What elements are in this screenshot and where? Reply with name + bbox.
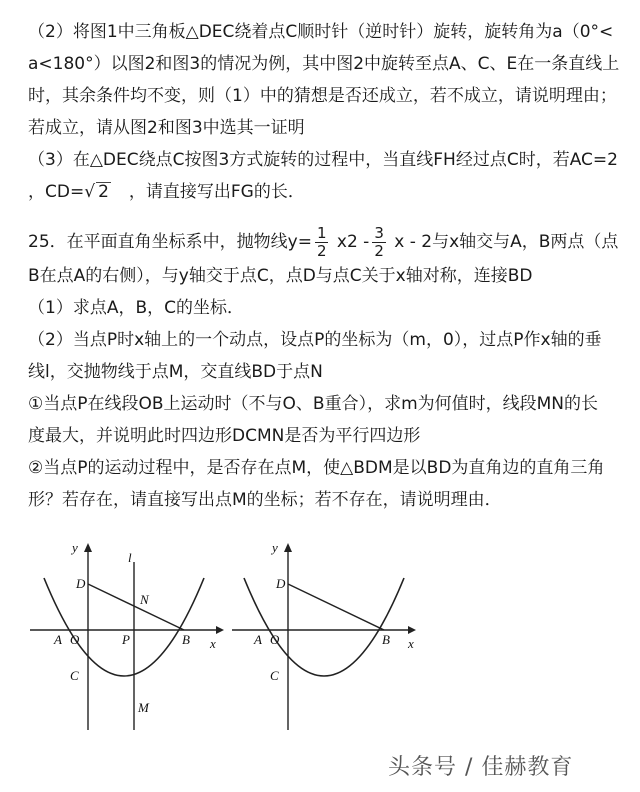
text-line: （2）当点P时x轴上的一个动点，设点P的坐标为（m，0），过点P作x轴的垂 <box>28 330 602 350</box>
label-c: C <box>70 668 79 683</box>
text-line: 若成立，请从图2和图3中选其一证明 <box>28 118 305 138</box>
text-line: 度最大，并说明此时四边形DCMN是否为平行四边形 <box>28 426 421 446</box>
figure-2 <box>232 540 416 730</box>
label-y: y <box>272 540 278 555</box>
text-line: B在点A的右侧），与y轴交于点C，点D与点C关于x轴对称，连接BD <box>28 266 533 286</box>
sqrt-radicand: 2 <box>98 182 109 202</box>
label-l: l <box>128 550 132 565</box>
label-b: B <box>182 632 190 647</box>
label-n: N <box>140 592 149 607</box>
parabola-curve <box>44 578 204 676</box>
line-bd <box>288 584 384 630</box>
watermark: 头条号 / 佳赫教育 <box>388 755 574 780</box>
fraction-three-halves <box>372 225 386 260</box>
label-y: y <box>72 540 78 555</box>
fraction-denominator: 2 <box>374 241 384 260</box>
figure-1 <box>30 540 224 730</box>
sqrt-symbol: √ <box>84 182 96 202</box>
text-line: （3）在△DEC绕点C按图3方式旋转的过程中，当直线FH经过点C时，若AC=2 <box>28 150 618 170</box>
text-line-with-fractions <box>28 224 618 260</box>
label-d: D <box>76 576 86 591</box>
fraction-numerator: 3 <box>374 223 384 242</box>
text-fragment: ，请直接写出FG的长． <box>128 182 305 202</box>
text-line: 线l，交抛物线于点M，交直线BD于点N <box>28 362 323 382</box>
label-x: x <box>210 636 216 651</box>
text-fragment: ，CD= <box>28 182 85 202</box>
fraction-one-half <box>315 225 329 260</box>
label-o: O <box>270 632 280 647</box>
fraction-denominator: 2 <box>316 241 327 260</box>
text-line-with-sqrt <box>28 176 618 208</box>
x-axis-arrow <box>408 626 416 634</box>
parabola-figures-svg <box>26 540 416 740</box>
line-bd <box>88 584 184 630</box>
text-line: 时，其余条件均不变，则（1）中的猜想是否还成立，若不成立，请说明理由； <box>28 86 617 106</box>
label-o: O <box>70 632 80 647</box>
text-fragment: 25．在平面直角坐标系中，抛物线y= <box>28 232 312 252</box>
label-d: D <box>276 576 286 591</box>
text-line: （1）求点A，B，C的坐标． <box>28 298 244 318</box>
y-axis-arrow <box>284 543 292 552</box>
parabola-curve <box>244 578 404 676</box>
fraction-numerator: 1 <box>316 223 327 242</box>
label-x: x <box>408 636 414 651</box>
text-line: 形？若存在，请直接写出点M的坐标；若不存在，请说明理由． <box>28 490 502 510</box>
y-axis-arrow <box>84 543 92 552</box>
label-b: B <box>382 632 390 647</box>
label-c: C <box>270 668 279 683</box>
label-p: P <box>122 632 130 647</box>
document-body <box>28 16 618 516</box>
text-fragment: x2 - <box>336 232 370 252</box>
text-line: a<180°）以图2和图3的情况为例，其中图2中旋转至点A、C、E在一条直线上 <box>28 54 620 74</box>
x-axis-arrow <box>216 626 224 634</box>
label-m: M <box>138 700 149 715</box>
text-line: ①当点P在线段OB上运动时（不与O、B重合），求m为何值时，线段MN的长 <box>28 394 599 414</box>
geometry-figures <box>26 540 416 740</box>
label-a: A <box>254 632 262 647</box>
text-line: （2）将图1中三角板△DEC绕着点C顺时针（逆时针）旋转，旋转角为a（0°< <box>28 22 614 42</box>
label-a: A <box>54 632 62 647</box>
text-line: ②当点P的运动过程中，是否存在点M，使△BDM是以BD为直角边的直角三角 <box>28 458 605 478</box>
text-fragment: x - 2与x轴交与A，B两点（点 <box>394 232 619 252</box>
